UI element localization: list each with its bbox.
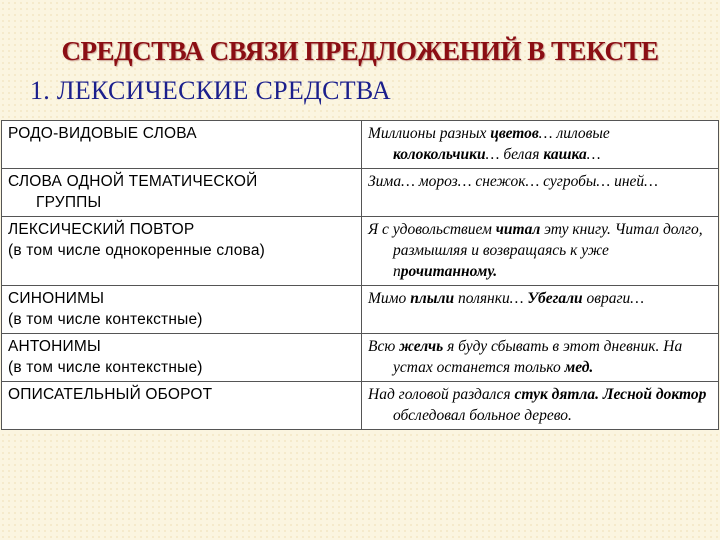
example-text bbox=[368, 123, 713, 165]
highlighted-word: стук дятла. bbox=[514, 386, 599, 403]
example-fragment: Я с удовольствием bbox=[368, 221, 496, 238]
lexical-means-table bbox=[1, 120, 719, 430]
term-line: (в том числе контекстные) bbox=[8, 311, 203, 328]
table-row bbox=[2, 286, 719, 334]
example-cell bbox=[362, 121, 719, 169]
table-row bbox=[2, 169, 719, 217]
highlighted-word: желчь bbox=[399, 338, 444, 355]
term-line: АНТОНИМЫ bbox=[8, 338, 101, 355]
example-fragment: Всю bbox=[368, 338, 400, 355]
example-fragment: я буду сбывать в этот дневник. На устах останется только bbox=[393, 338, 683, 376]
example-fragment: Миллионы разных bbox=[368, 125, 491, 142]
highlighted-word: мед. bbox=[564, 359, 594, 376]
highlighted-word: читал bbox=[495, 221, 541, 238]
term-line: (в том числе контекстные) bbox=[8, 359, 203, 376]
example-fragment: … белая bbox=[485, 146, 544, 163]
slide-title: СРЕДСТВА СВЯЗИ ПРЕДЛОЖЕНИЙ В ТЕКСТЕ bbox=[61, 36, 659, 66]
term-line: ОПИСАТЕЛЬНЫЙ ОБОРОТ bbox=[8, 386, 213, 403]
example-fragment: эту книгу. Читал долго, размышляя и возвращаясь к уже п bbox=[393, 221, 703, 280]
example-text bbox=[368, 171, 713, 192]
example-fragment: Зима… мороз… снежок… сугробы… иней… bbox=[368, 173, 658, 190]
table-row bbox=[2, 334, 719, 382]
highlighted-word: кашка bbox=[543, 146, 587, 163]
highlighted-word: Убегали bbox=[527, 290, 583, 307]
term-cell bbox=[2, 286, 362, 334]
highlighted-word: плыли bbox=[410, 290, 455, 307]
term-cell bbox=[2, 121, 362, 169]
example-fragment: Над головой раздался bbox=[368, 386, 515, 403]
example-text bbox=[368, 336, 713, 378]
example-fragment: Мимо bbox=[368, 290, 411, 307]
term-line: СИНОНИМЫ bbox=[8, 290, 105, 307]
table-row bbox=[2, 121, 719, 169]
example-fragment: полянки… bbox=[454, 290, 528, 307]
highlighted-word: цветов bbox=[490, 125, 539, 142]
example-text bbox=[368, 219, 713, 282]
example-cell bbox=[362, 382, 719, 430]
example-text bbox=[368, 288, 713, 309]
example-cell bbox=[362, 217, 719, 286]
term-line: РОДО-ВИДОВЫЕ СЛОВА bbox=[8, 125, 197, 142]
term-line: ГРУППЫ bbox=[36, 194, 102, 211]
example-fragment: … bbox=[586, 146, 601, 163]
term-line: (в том числе однокоренные слова) bbox=[8, 242, 266, 259]
example-text bbox=[368, 384, 713, 426]
table-row bbox=[2, 382, 719, 430]
example-cell bbox=[362, 334, 719, 382]
example-cell bbox=[362, 286, 719, 334]
slide-subtitle: 1. ЛЕКСИЧЕСКИЕ СРЕДСТВА bbox=[30, 76, 391, 105]
highlighted-word: Лесной доктор bbox=[602, 386, 707, 403]
term-cell bbox=[2, 334, 362, 382]
table-row bbox=[2, 217, 719, 286]
term-cell bbox=[2, 382, 362, 430]
table-body bbox=[2, 121, 719, 430]
highlighted-word: колокольчики bbox=[393, 146, 486, 163]
term-cell bbox=[2, 217, 362, 286]
example-fragment: обследовал больное дерево. bbox=[393, 407, 572, 424]
example-cell bbox=[362, 169, 719, 217]
term-line: ЛЕКСИЧЕСКИЙ ПОВТОР bbox=[8, 221, 195, 238]
term-cell bbox=[2, 169, 362, 217]
example-fragment: овраги… bbox=[582, 290, 645, 307]
term-line: СЛОВА ОДНОЙ ТЕМАТИЧЕСКОЙ bbox=[8, 173, 258, 190]
example-fragment: … лиловые bbox=[538, 125, 610, 142]
highlighted-word: рочитанному. bbox=[400, 263, 498, 280]
